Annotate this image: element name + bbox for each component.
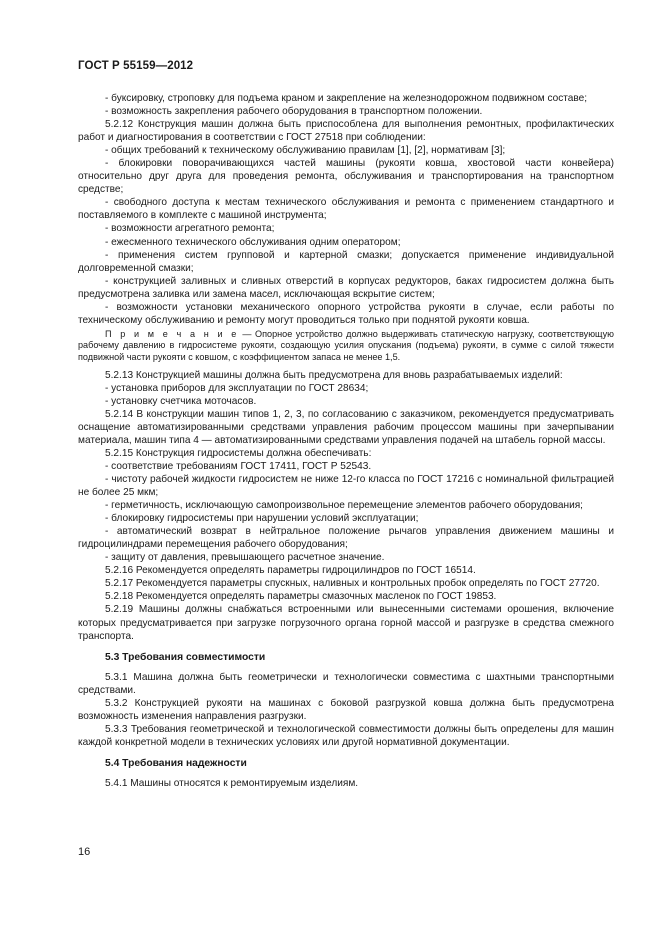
paragraph: 5.2.12 Конструкция машин должна быть приспособлена для выполнения ремонтных, профилактических работ и диагностирования в соответствии с ГОСТ 27518 при соблюдении: [78, 119, 614, 144]
paragraph: - применения систем групповой и картерной смазки; допускается применение индивидуальной долговременной смазки; [78, 249, 614, 274]
paragraph: - общих требований к техническому обслуживанию правилам [1], [2], нормативам [3]; [105, 145, 506, 157]
paragraph: 5.2.18 Рекомендуется определять параметры смазочных масленок по ГОСТ 19853. [105, 591, 497, 603]
paragraph: - установку счетчика моточасов. [105, 395, 257, 407]
paragraph: - герметичность, исключающую самопроизвольное перемещение элементов рабочего оборудования; [105, 500, 583, 512]
paragraph: - соответствие требованиям ГОСТ 17411, ГОСТ Р 52543. [105, 460, 372, 472]
paragraph: 5.3.3 Требования геометрической и технологической совместимости должны быть определены для машин каждой конкретной модели в технических условиях или другой нормативной документации. [78, 723, 614, 748]
paragraph: - ежесменного технического обслуживания одним оператором; [105, 236, 401, 248]
paragraph: 5.3.1 Машина должна быть геометрически и технологически совместима с шахтными транспортными средствами. [78, 671, 614, 696]
paragraph: 5.2.15 Конструкция гидросистемы должна обеспечивать: [105, 447, 372, 459]
paragraph: 5.2.13 Конструкцией машины должна быть предусмотрена для вновь разрабатываемых изделий: [105, 369, 563, 381]
document-body [78, 92, 614, 790]
paragraph: - блокировки поворачивающихся частей машины (рукояти ковша, хвостовой части конвейера) относительно друг друга для проведения ремонта, обслуживания и транспортирования на транспортном средстве; [78, 158, 614, 196]
section-heading-reliability: 5.4 Требования надежности [105, 757, 247, 769]
paragraph: 5.2.16 Рекомендуется определять параметры гидроцилиндров по ГОСТ 16514. [105, 565, 476, 577]
paragraph: 5.2.14 В конструкции машин типов 1, 2, 3, по согласованию с заказчиком, рекомендуется предусматривать оснащение автоматизированными средствами управления рабочим процессом машины при зачерпывании материала, машин типа 4 — автоматизированными средствами управления подачей на штабель горной массы. [78, 408, 614, 446]
paragraph: - блокировку гидросистемы при нарушении условий эксплуатации; [105, 513, 419, 525]
paragraph: - возможность закрепления рабочего оборудования в транспортном положении. [105, 106, 483, 118]
paragraph: 5.4.1 Машины относятся к ремонтируемым изделиям. [105, 777, 359, 789]
paragraph: - конструкцией заливных и сливных отверстий в корпусах редукторов, баках гидросистем должна быть предусмотрена заливка или замена масел, исключающая вскрытие систем; [78, 275, 614, 300]
note [78, 329, 614, 364]
paragraph: - возможности установки механического опорного устройства рукояти в случае, если работы по техническому обслуживанию и ремонту могут проводиться только при поднятой рукояти ковша. [78, 301, 614, 326]
paragraph: - чистоту рабочей жидкости гидросистем не ниже 12-го класса по ГОСТ 17216 с номинальной фильтрацией не более 25 мкм; [78, 474, 614, 499]
paragraph: - возможности агрегатного ремонта; [105, 223, 275, 235]
paragraph: 5.2.19 Машины должны снабжаться встроенными или вынесенными системами орошения, включение которых предусматривается при загрузке погрузочного органа горной массой и разгрузке в средства смежного транспорта. [78, 604, 614, 642]
page-number: 16 [78, 846, 91, 858]
paragraph: 5.2.17 Рекомендуется параметры спускных, наливных и контрольных пробок определять по ГОСТ 27720. [105, 578, 600, 590]
paragraph: - свободного доступа к местам технического обслуживания и ремонта с применением стандартного и поставляемого в комплекте с машиной инструмента; [78, 197, 614, 222]
paragraph: - защиту от давления, превышающего расчетное значение. [105, 552, 385, 564]
paragraph: - автоматический возврат в нейтральное положение рычагов управления движением машины и гидроцилиндрами перемещения рабочего оборудования; [78, 526, 614, 551]
note-text: — Опорное устройство должно выдерживать статическую нагрузку, соответствующую рабочему давлению в гидросистеме рукояти, создающую усилия опускания (подъема) рукояти, в сумме с силой тяжести подвижной части рукояти с ковшом, с коэффициентом запаса не менее 1,5. [78, 328, 615, 363]
section-heading-compatibility: 5.3 Требования совместимости [105, 651, 266, 663]
paragraph: - установка приборов для эксплуатации по ГОСТ 28634; [105, 382, 369, 394]
paragraph: 5.3.2 Конструкцией рукояти на машинах с боковой разгрузкой ковша должна быть предусмотрена возможность изменения направления разгрузки. [78, 697, 614, 722]
paragraph: - буксировку, строповку для подъема краном и закрепление на железнодорожном подвижном составе; [105, 93, 588, 104]
note-label: П р и м е ч а н и е [105, 328, 239, 339]
document-header: ГОСТ Р 55159—2012 [78, 60, 194, 72]
